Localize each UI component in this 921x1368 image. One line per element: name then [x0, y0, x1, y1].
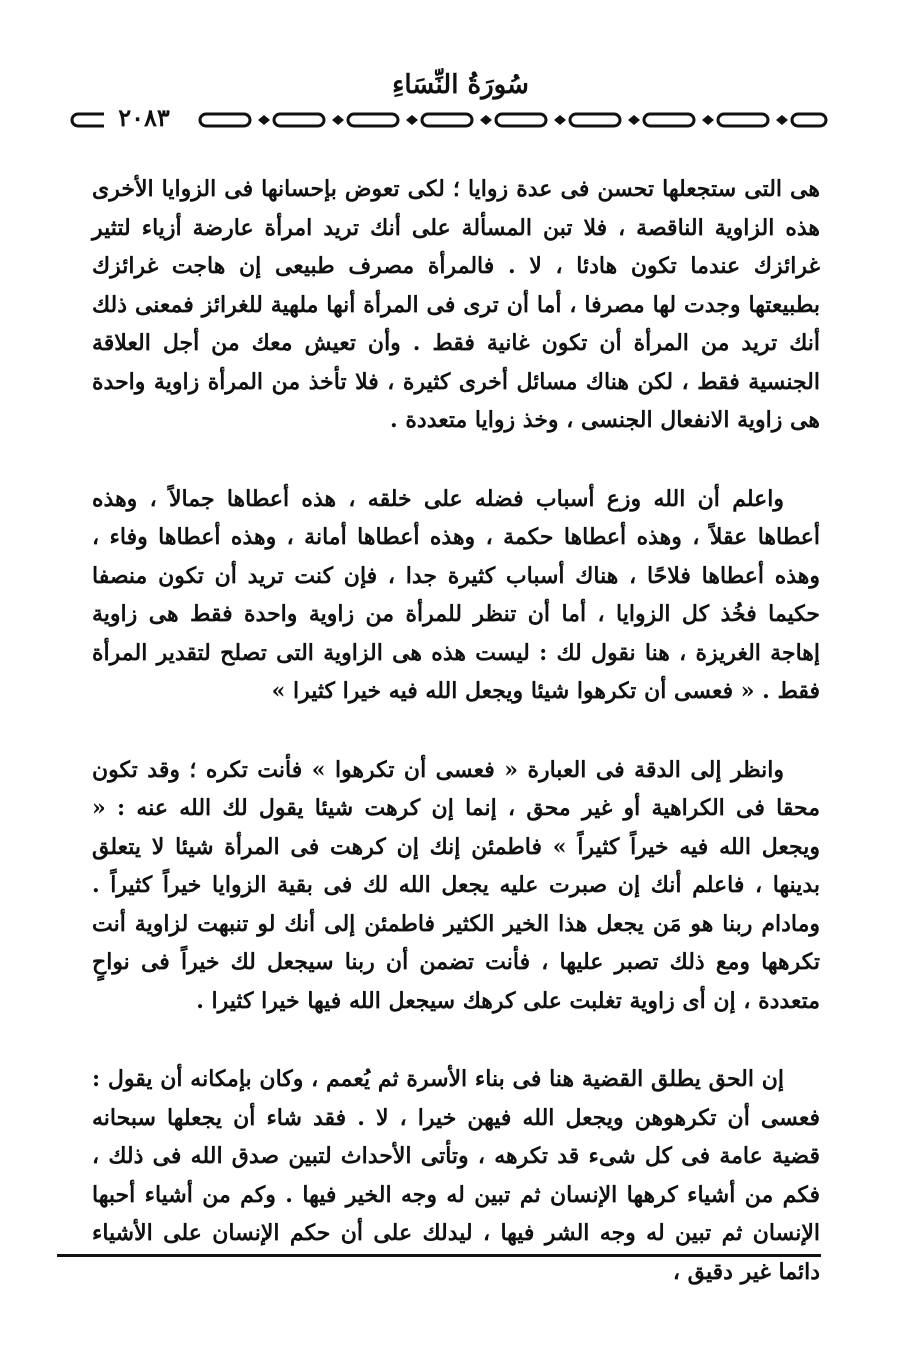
surah-title: سُورَةُ النِّسَاءِ — [392, 70, 529, 100]
paragraph: واعلم أن الله وزع أسباب فضله على خلقه ، هذه أعطاها جمالاً ، وهذه أعطاها عقلاً ، وهذه أعطاها حكمة ، وهذه أعطاها أمانة ، وهذه أعطاها وفاء ، وهذه أعطاها فلاحًا ، هناك أسباب كثيرة جدا ، فإن كنت تريد أن تكون منصفا حكيما فخُذ كل الزوايا ، أما أن تنظر للمرأة من زاوية واحدة فقط هى زاوية إهاجة الغريزة ، هنا نقول لك : ليست هذه هى الزاوية التى تصلح لتقدير المرأة فقط . « فعسى أن تكرهوا شيئا ويجعل الله فيه خيرا كثيرا » — [92, 485, 820, 704]
page-number: ٢٠٨٣ — [104, 104, 184, 132]
ornament-chain-icon — [70, 108, 830, 132]
footer-rule — [57, 1254, 821, 1257]
header-ornament-border — [70, 108, 830, 132]
paragraph: إن الحق يطلق القضية هنا فى بناء الأسرة ثم يُعمم ، وكان بإمكانه أن يقول : فعسى أن تكرهوهن ويجعل الله فيهن خيرا ، لا . فقد شاء أن يجعلها سبحانه قضية عامة فى كل شىء قد تكرهه ، وتأتى الأحداث لتبين صدق الله فى ذلك ، فكم من أشياء كرهها الإنسان ثم تبين له وجه الخير فيها . وكم من أشياء أحبها الإنسان ثم تبين له وجه الشر فيها ، ليدلك على أن حكم الإنسان على الأشياء دائما غير دقيق ، — [92, 1066, 820, 1285]
paragraph: هى التى ستجعلها تحسن فى عدة زوايا ؛ لكى تعوض بإحسانها فى الزوايا الأخرى هذه الزاوية الناقصة ، فلا تبن المسألة على أنك تريد امرأة عارضة أزياء لتثير غرائزك عندما تكون هادئا ، لا . فالمرأة مصرف طبيعى إن هاجت غرائزك بطبيعتها وجدت لها مصرفا ، أما أن ترى فى المرأة أنها ملهية للغرائز فمعنى ذلك أنك تريد من المرأة أن تكون غانية فقط . وأن تعيش معك من أجل العلاقة الجنسية فقط ، لكن هناك مسائل أخرى كثيرة ، فلا تأخذ من المرأة زاوية واحدة هى زاوية الانفعال الجنسى ، وخذ زوايا متعددة . — [92, 176, 820, 433]
paragraph: وانظر إلى الدقة فى العبارة « فعسى أن تكرهوا » فأنت تكره ؛ وقد تكون محقا فى الكراهية أو غير محق ، إنما إن كرهت شيئا يقول لك الله عنه : « ويجعل الله فيه خيراً كثيراً » فاطمئن إنك إن كرهت فى المرأة شيئا لا يتعلق بدينها ، فاعلم أنك إن صبرت عليه يجعل الله لك فى بقية الزوايا خيراً كثيراً . ومادام ربنا هو مَن يجعل هذا الخير الكثير فاطمئن إلى أنك لو تنبهت لزاوية أنت تكرهها ومع ذلك تصبر عليها ، فأنت تضمن أن ربنا سيجعل لك خيراً فى نواحٍ متعددة ، إن أى زاوية تغلبت على كرهك سيجعل الله فيها خيرا كثيرا . — [92, 756, 820, 1014]
page-body — [92, 170, 820, 1331]
